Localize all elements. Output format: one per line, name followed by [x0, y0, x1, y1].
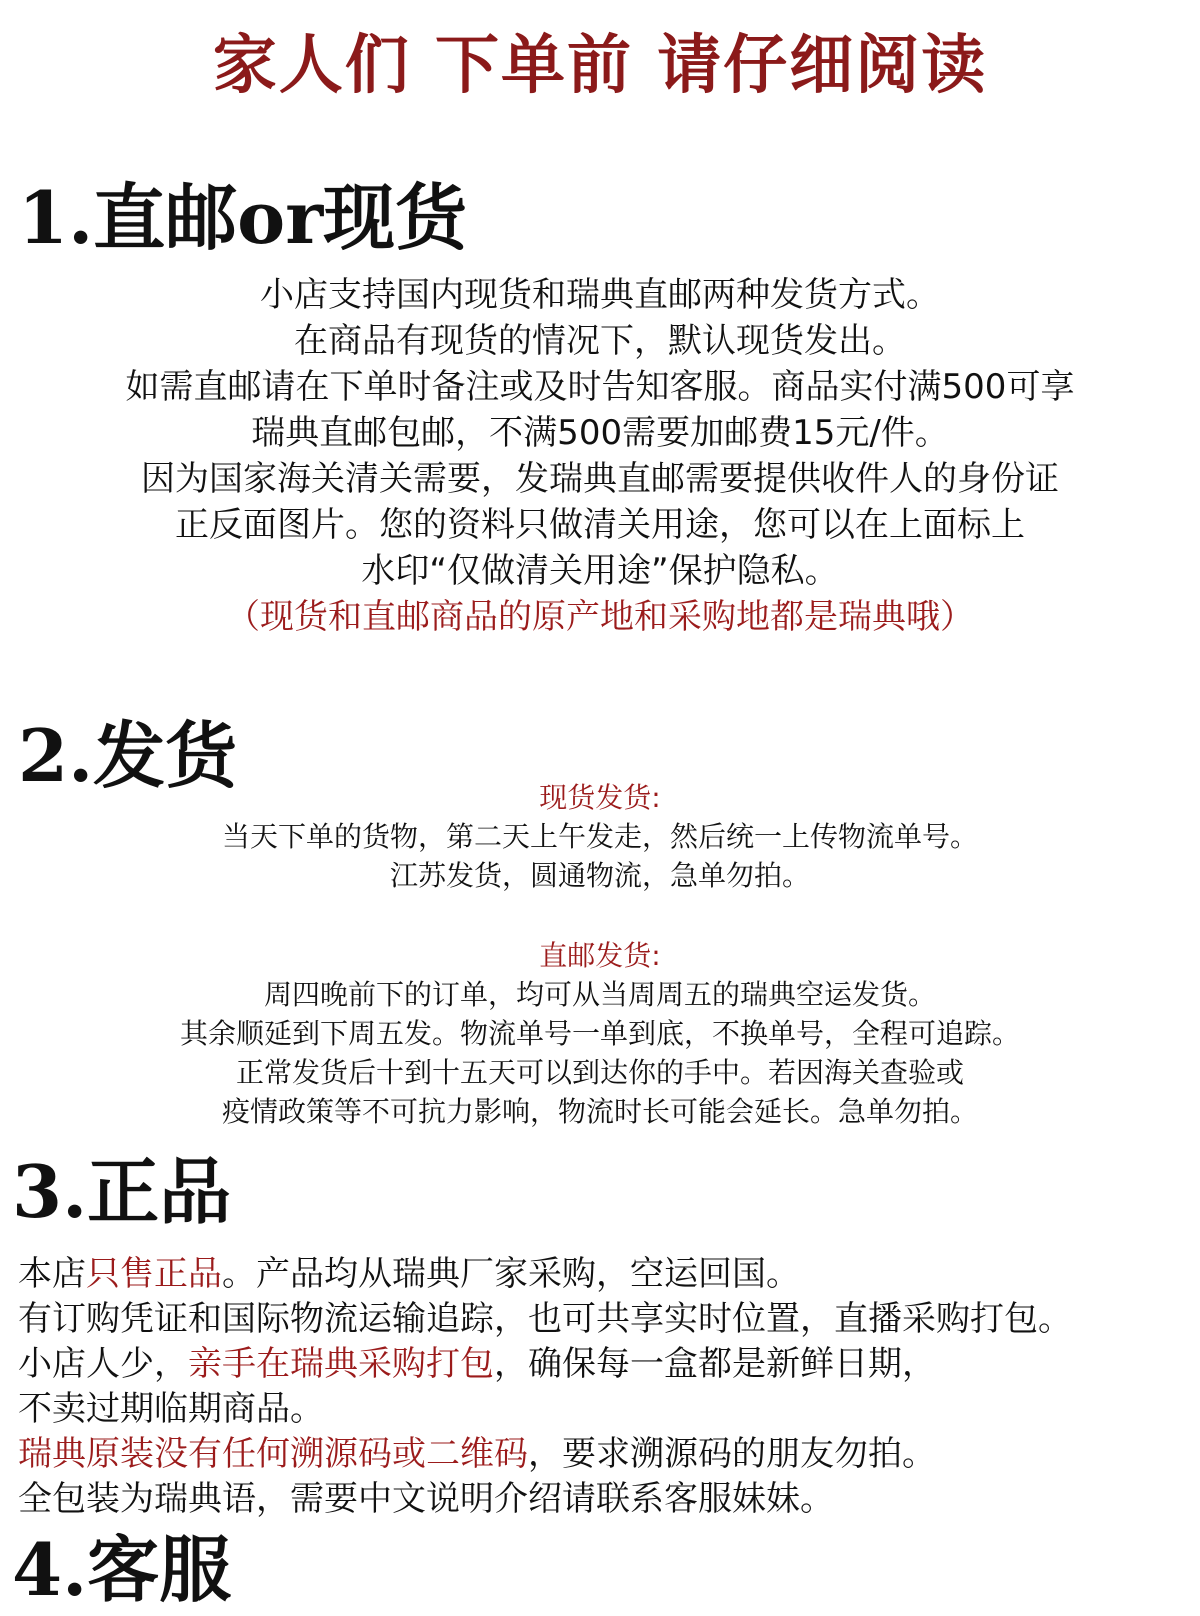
direct-shipping-line: 其余顺延到下周五发。物流单号一单到底，不换单号，全程可追踪。 — [179, 1017, 1020, 1050]
direct-shipping-line: 周四晚前下的订单，均可从当周周五的瑞典空运发货。 — [263, 978, 936, 1011]
highlight-text: 只售正品 — [86, 1254, 222, 1294]
stock-shipping-label: 现货发货: — [539, 781, 661, 814]
text: 小店人少， — [18, 1344, 188, 1384]
text: 。产品均从瑞典厂家采购，空运回国。 — [222, 1254, 800, 1294]
section3-line: 全包装为瑞典语，需要中文说明介绍请联系客服妹妹。 — [18, 1479, 834, 1519]
text: 本店 — [18, 1254, 86, 1294]
text: ，确保每一盒都是新鲜日期， — [494, 1344, 936, 1384]
section3-body — [18, 1252, 1072, 1522]
section1-line: 如需直邮请在下单时备注或及时告知客服。商品实付满500可享 — [125, 367, 1075, 407]
section1-line: 因为国家海关清关需要，发瑞典直邮需要提供收件人的身份证 — [141, 459, 1059, 499]
section3-line — [18, 1252, 1072, 1297]
section1-heading: 1.直邮or现货 — [18, 175, 468, 260]
section3-line — [18, 1342, 1072, 1387]
text: ，要求溯源码的朋友勿拍。 — [528, 1434, 936, 1474]
section1-body — [0, 272, 1200, 640]
page-title: 家人们 下单前 请仔细阅读 — [212, 28, 988, 103]
section3-line: 有订购凭证和国际物流运输追踪，也可共享实时位置，直播采购打包。 — [18, 1299, 1072, 1339]
section4-heading: 4.客服 — [12, 1527, 232, 1612]
section1-line: 正反面图片。您的资料只做清关用途，您可以在上面标上 — [175, 505, 1025, 545]
direct-shipping-block — [0, 936, 1200, 1131]
section1-note: （现货和直邮商品的原产地和采购地都是瑞典哦） — [226, 597, 974, 637]
stock-shipping-line: 当天下单的货物，第二天上午发走，然后统一上传物流单号。 — [221, 820, 978, 853]
section3-line: 不卖过期临期商品。 — [18, 1389, 324, 1429]
highlight-text: 亲手在瑞典采购打包 — [188, 1344, 494, 1384]
direct-shipping-line: 疫情政策等不可抗力影响，物流时长可能会延长。急单勿拍。 — [221, 1095, 978, 1128]
section3-line — [18, 1432, 1072, 1477]
direct-shipping-label: 直邮发货: — [539, 939, 661, 972]
stock-shipping-block — [0, 778, 1200, 895]
section2-heading: 2.发货 — [18, 713, 238, 798]
section1-line: 在商品有现货的情况下，默认现货发出。 — [294, 321, 906, 361]
direct-shipping-line: 正常发货后十到十五天可以到达你的手中。若因海关查验或 — [235, 1056, 964, 1089]
stock-shipping-line: 江苏发货，圆通物流，急单勿拍。 — [389, 859, 810, 892]
highlight-text: 瑞典原装没有任何溯源码或二维码 — [18, 1434, 528, 1474]
section1-line: 瑞典直邮包邮，不满500需要加邮费15元/件。 — [251, 413, 949, 453]
section1-line: 水印“仅做清关用途”保护隐私。 — [361, 551, 839, 591]
section3-heading: 3.正品 — [12, 1149, 232, 1234]
section1-line: 小店支持国内现货和瑞典直邮两种发货方式。 — [260, 275, 940, 315]
